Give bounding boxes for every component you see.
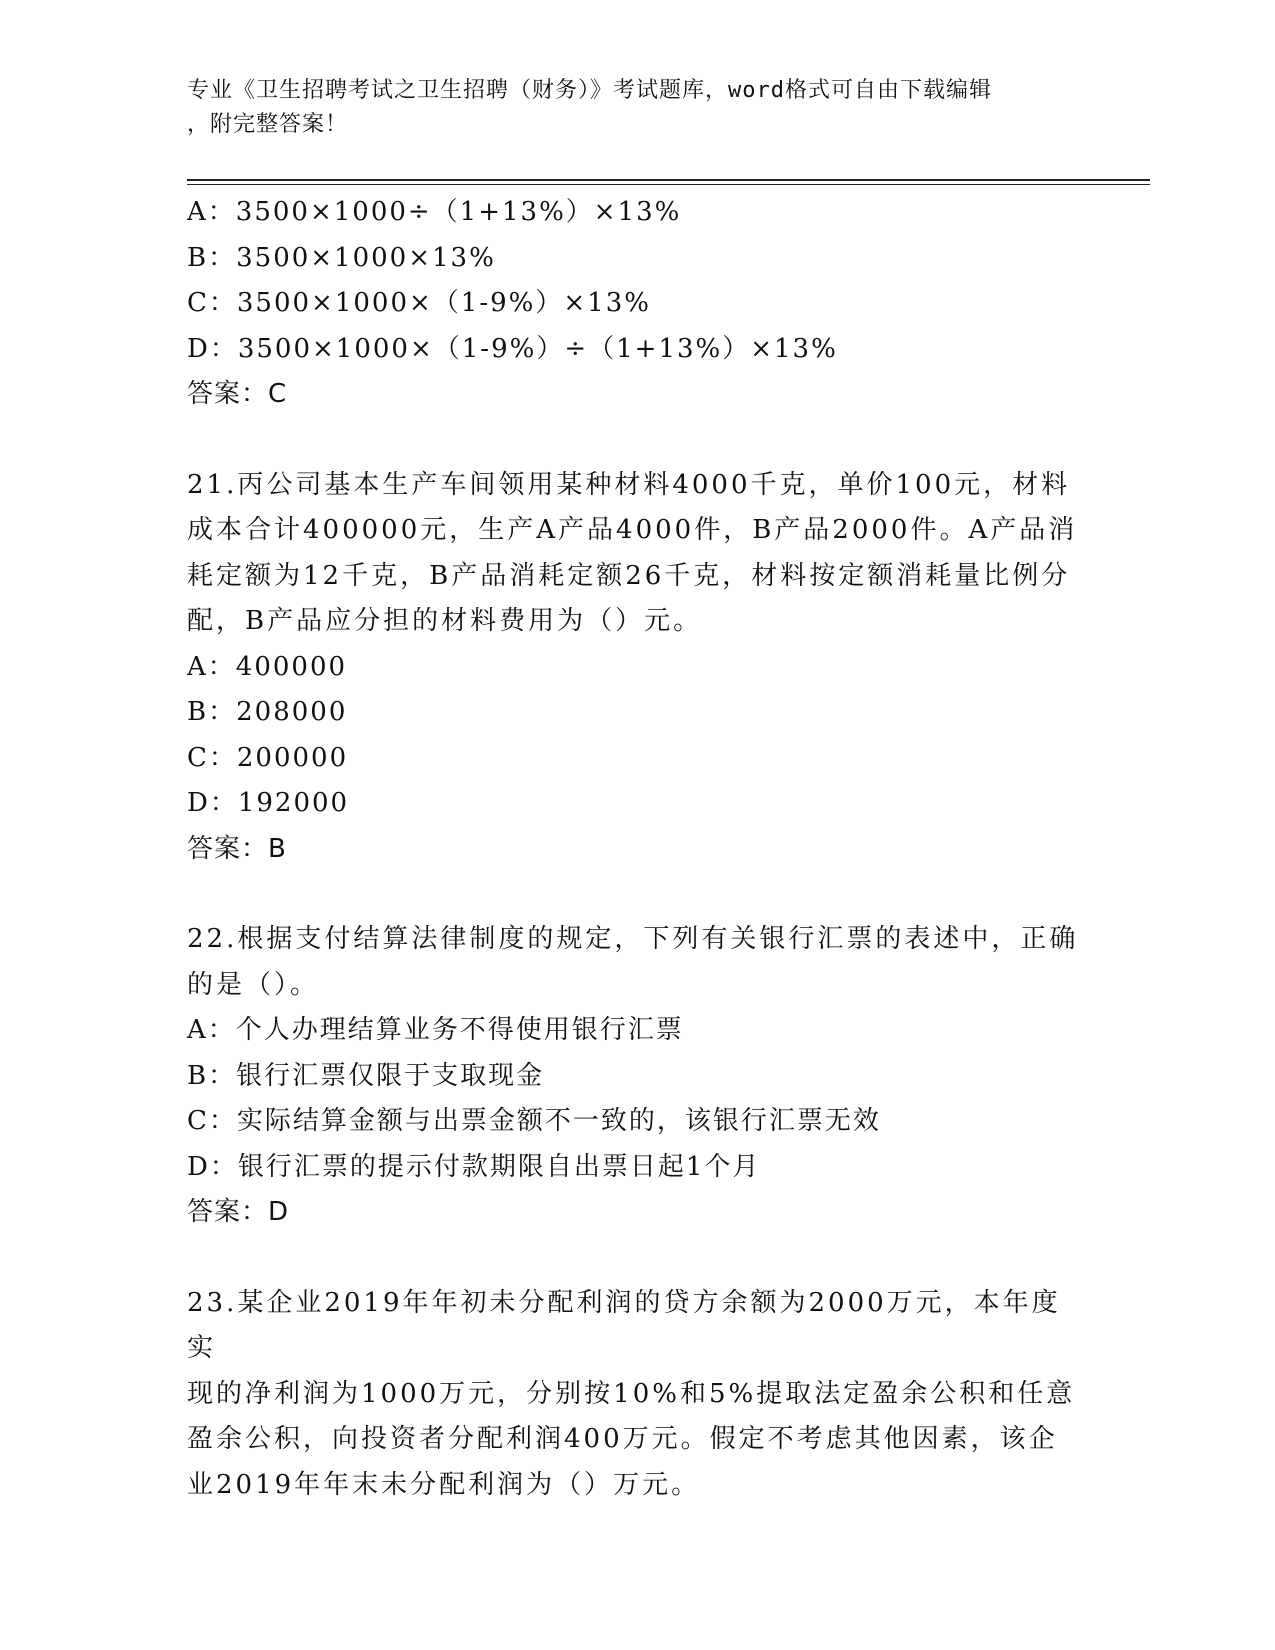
answer: 答案：B xyxy=(187,833,287,864)
option-c: C：200000 xyxy=(187,742,349,773)
question-text-line: 成本合计400000元，生产A产品4000件，B产品2000件。A产品消 xyxy=(187,515,1078,545)
answer: 答案：D xyxy=(187,1197,290,1227)
question-text-line: 盈余公积，向投资者分配利润400万元。假定不考虑其他因素，该企 xyxy=(187,1424,1058,1454)
option-c: C：3500×1000×（1-9%）×13% xyxy=(187,288,651,318)
header-rule-thin xyxy=(187,184,1150,185)
option-a: A：400000 xyxy=(187,651,348,682)
header-line-1: 专业《卫生招聘考试之卫生招聘（财务）》考试题库，word格式可自由下载编辑 xyxy=(187,78,992,103)
answer: 答案：C xyxy=(187,379,288,409)
question-text-line: 业2019年年末未分配利润为（）万元。 xyxy=(187,1469,701,1500)
header-rule-thick xyxy=(187,179,1150,181)
option-c: C：实际结算金额与出票金额不一致的，该银行汇票无效 xyxy=(187,1106,881,1136)
option-a: A：3500×1000÷（1+13%）×13% xyxy=(187,197,682,227)
option-b: B：银行汇票仅限于支取现金 xyxy=(187,1060,545,1091)
question-23 xyxy=(187,1281,1087,1509)
header-line-2: ，附完整答案！ xyxy=(187,112,349,137)
document-header xyxy=(187,74,1067,142)
question-text-line: 21.丙公司基本生产车间领用某种材料4000千克，单价100元，材料 xyxy=(187,469,1071,500)
document-body xyxy=(187,190,1087,1508)
question-text-line: 耗定额为12千克，B产品消耗定额26千克，材料按定额消耗量比例分 xyxy=(187,560,1071,591)
question-text-line: 配，B产品应分担的材料费用为（）元。 xyxy=(187,606,703,636)
option-b: B：3500×1000×13% xyxy=(187,242,496,273)
option-a: A：个人办理结算业务不得使用银行汇票 xyxy=(187,1015,684,1045)
question-20-options xyxy=(187,190,1087,418)
option-d: D：3500×1000×（1-9%）÷（1+13%）×13% xyxy=(187,333,838,364)
question-text-line: 的是（）。 xyxy=(187,969,320,1000)
question-21 xyxy=(187,463,1087,873)
question-text-line: 22.根据支付结算法律制度的规定，下列有关银行汇票的表述中，正确 xyxy=(187,924,1079,954)
question-22 xyxy=(187,917,1087,1236)
option-d: D：银行汇票的提示付款期限自出票日起1个月 xyxy=(187,1151,761,1182)
question-text-line: 现的净利润为1000万元，分别按10%和5%提取法定盈余公积和任意 xyxy=(187,1378,1076,1409)
option-b: B：208000 xyxy=(187,697,348,727)
option-d: D：192000 xyxy=(187,788,350,818)
question-text-line: 23.某企业2019年年初未分配利润的贷方余额为2000万元，本年度实 xyxy=(187,1287,1061,1363)
